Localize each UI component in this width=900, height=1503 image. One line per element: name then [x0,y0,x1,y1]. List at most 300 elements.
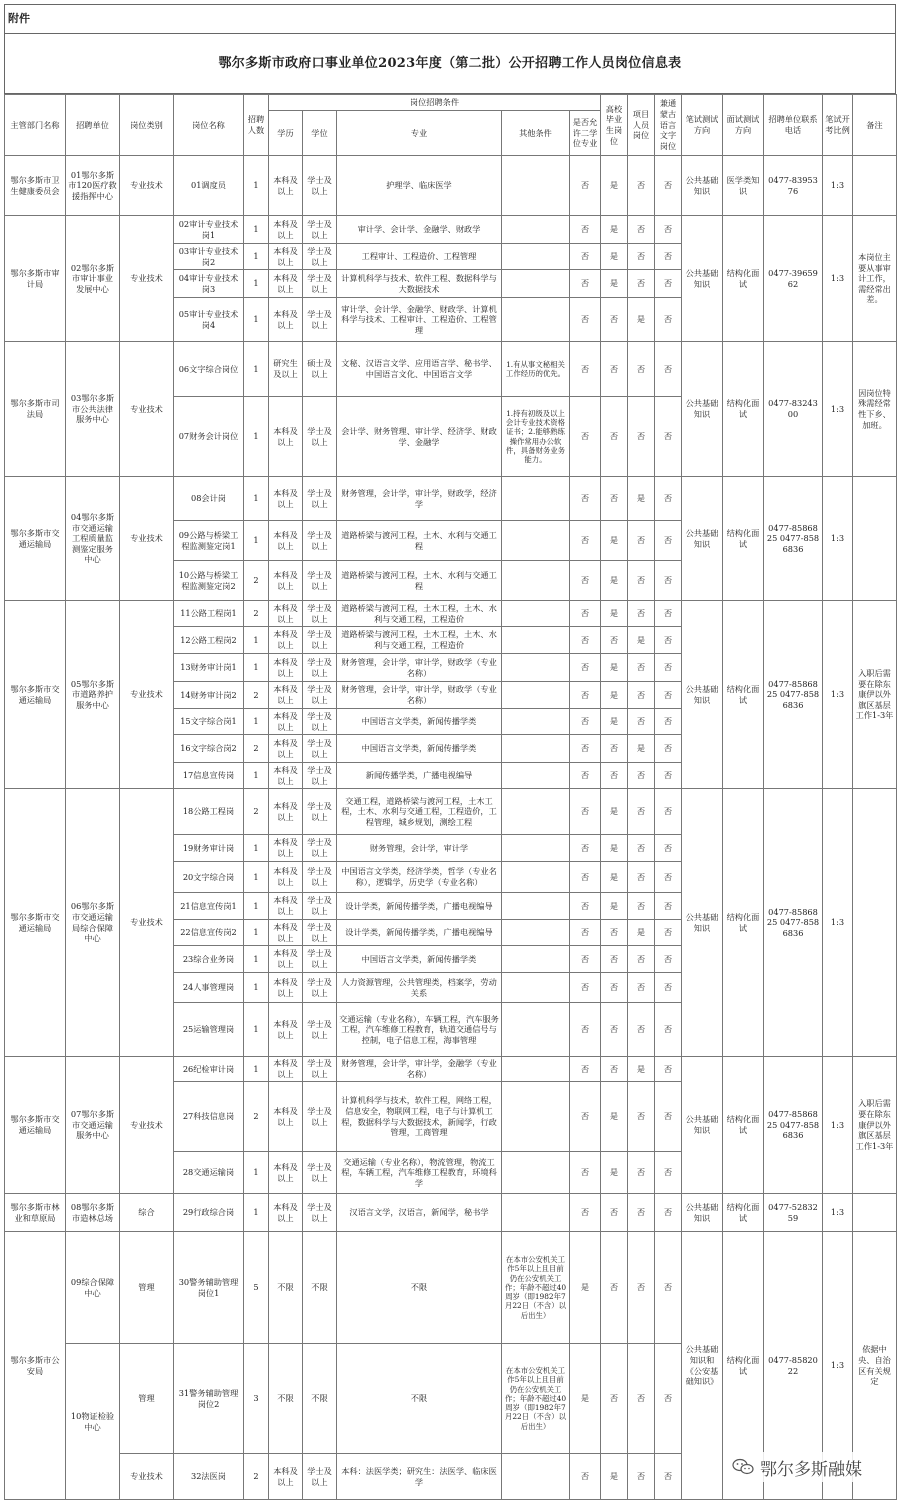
other-cell [502,893,570,920]
note-cell: 入职后需要在除东康伊以外旗区基层工作1-3年 [853,1057,897,1194]
other-cell [502,1003,570,1057]
count-cell: 1 [244,627,269,654]
dept-cell: 鄂尔多斯市交通运输局 [5,601,66,789]
degree-cell: 学士及以上 [303,709,337,735]
second-degree-cell: 否 [570,156,601,216]
post-cell: 32法医岗 [174,1454,244,1500]
post-cell: 18公路工程岗 [174,789,244,835]
phone-cell: 0477-8586825 0477-8586836 [764,601,823,789]
second-degree-cell: 否 [570,946,601,973]
edu-cell: 本科及以上 [269,835,303,862]
phone-cell: 0477-8324300 [764,342,823,477]
mongolian-cell: 否 [655,156,682,216]
edu-cell: 本科及以上 [269,920,303,946]
graduate-cell: 否 [601,973,628,1003]
second-degree-cell: 否 [570,342,601,397]
mongolian-cell: 否 [655,244,682,270]
post-cell: 10公路与桥梁工程监测鉴定岗2 [174,561,244,601]
degree-cell: 学士及以上 [303,1194,337,1232]
category-cell: 专业技术 [120,477,174,601]
header-degree: 学位 [303,111,337,156]
count-cell: 1 [244,1057,269,1082]
mongolian-cell: 否 [655,521,682,561]
other-cell [502,156,570,216]
watermark-text: 鄂尔多斯融媒 [760,1459,862,1480]
unit-cell: 02鄂尔多斯市审计事业发展中心 [66,216,120,342]
graduate-cell: 否 [601,477,628,521]
other-cell [502,1082,570,1152]
graduate-cell: 是 [601,1454,628,1500]
other-cell: 1.持有初级及以上会计专业技术资格证书；2.能够熟练操作常用办公软件，具备财务业务能力。 [502,397,570,477]
major-cell: 计算机科学与技术、软件工程、数据科学与大数据技术 [337,270,502,298]
degree-cell: 学士及以上 [303,789,337,835]
phone-cell: 0477-3965962 [764,216,823,342]
second-degree-cell: 否 [570,920,601,946]
degree-cell: 不限 [303,1344,337,1454]
ratio-cell: 1:3 [823,342,853,477]
dept-cell: 鄂尔多斯市交通运输局 [5,1057,66,1194]
mongolian-cell: 否 [655,1454,682,1500]
watermark [728,1452,866,1482]
project-cell: 否 [628,342,655,397]
second-degree-cell: 否 [570,270,601,298]
major-cell: 汉语言文学，汉语言，新闻学，秘书学 [337,1194,502,1232]
edu-cell: 本科及以上 [269,763,303,789]
unit-cell: 07鄂尔多斯市交通运输服务中心 [66,1057,120,1194]
mongolian-cell: 否 [655,477,682,521]
mongolian-cell: 否 [655,709,682,735]
degree-cell: 学士及以上 [303,397,337,477]
mongolian-cell: 否 [655,835,682,862]
other-cell: 在本市公安机关工作5年以上且目前仍在公安机关工作；年龄不超过40周岁（即1982年7月22日（不含）以后出生） [502,1344,570,1454]
project-cell: 否 [628,521,655,561]
edu-cell: 本科及以上 [269,654,303,682]
edu-cell: 本科及以上 [269,973,303,1003]
other-cell [502,920,570,946]
graduate-cell: 否 [601,946,628,973]
project-cell: 否 [628,862,655,893]
other-cell [502,1152,570,1194]
major-cell: 交通运输（专业名称），车辆工程，汽车服务工程，汽车维修工程教育，轨道交通信号与控制，电子信息工程，海事管理 [337,1003,502,1057]
edu-cell: 本科及以上 [269,216,303,244]
project-cell: 否 [628,1003,655,1057]
other-cell [502,601,570,627]
project-cell: 否 [628,1194,655,1232]
second-degree-cell: 否 [570,627,601,654]
second-degree-cell: 否 [570,216,601,244]
graduate-cell: 是 [601,561,628,601]
second-degree-cell: 否 [570,298,601,342]
post-cell: 22信息宣传岗2 [174,920,244,946]
degree-cell: 不限 [303,1232,337,1344]
second-degree-cell: 否 [570,709,601,735]
degree-cell: 学士及以上 [303,561,337,601]
table-row [5,156,897,216]
post-cell: 21信息宣传岗1 [174,893,244,920]
header-row-1 [5,95,897,111]
second-degree-cell: 否 [570,477,601,521]
table-row [5,1232,897,1344]
header-unit: 招聘单位 [66,95,120,156]
graduate-cell: 否 [601,342,628,397]
header-grad: 高校毕业生岗位 [601,95,628,156]
graduate-cell: 是 [601,521,628,561]
unit-cell: 08鄂尔多斯市造林总场 [66,1194,120,1232]
dept-cell: 鄂尔多斯市司法局 [5,342,66,477]
degree-cell: 学士及以上 [303,654,337,682]
post-cell: 09公路与桥梁工程监测鉴定岗1 [174,521,244,561]
count-cell: 2 [244,789,269,835]
second-degree-cell: 否 [570,835,601,862]
written-test-cell: 公共基础知识 [682,156,723,216]
category-cell: 专业技术 [120,789,174,1057]
mongolian-cell: 否 [655,1344,682,1454]
count-cell: 1 [244,862,269,893]
count-cell: 1 [244,893,269,920]
major-cell: 人力资源管理，公共管理类，档案学，劳动关系 [337,973,502,1003]
graduate-cell: 是 [601,1082,628,1152]
note-cell [853,789,897,1057]
edu-cell: 本科及以上 [269,1194,303,1232]
graduate-cell: 是 [601,862,628,893]
second-degree-cell: 是 [570,1344,601,1454]
post-cell: 06文字综合岗位 [174,342,244,397]
other-cell [502,244,570,270]
degree-cell: 学士及以上 [303,920,337,946]
major-cell: 财务管理，会计学，审计学，财政学，经济学 [337,477,502,521]
edu-cell: 本科及以上 [269,1152,303,1194]
edu-cell: 本科及以上 [269,397,303,477]
attachment-label: 附件 [4,4,896,34]
category-cell: 专业技术 [120,156,174,216]
table-row [5,477,897,521]
other-cell [502,477,570,521]
category-cell: 管理 [120,1232,174,1344]
post-cell: 23综合业务岗 [174,946,244,973]
note-cell [853,156,897,216]
other-cell [502,654,570,682]
second-degree-cell: 否 [570,654,601,682]
edu-cell: 本科及以上 [269,682,303,709]
second-degree-cell: 否 [570,1003,601,1057]
written-test-cell: 公共基础知识 [682,789,723,1057]
graduate-cell: 否 [601,298,628,342]
edu-cell: 本科及以上 [269,1003,303,1057]
count-cell: 1 [244,244,269,270]
edu-cell: 本科及以上 [269,627,303,654]
degree-cell: 学士及以上 [303,1003,337,1057]
dept-cell: 鄂尔多斯市审计局 [5,216,66,342]
ratio-cell: 1:3 [823,156,853,216]
major-cell: 本科：法医学类；研究生：法医学、临床医学 [337,1454,502,1500]
mongolian-cell: 否 [655,763,682,789]
table-row [5,342,897,397]
project-cell: 否 [628,216,655,244]
written-test-cell: 公共基础知识 [682,1194,723,1232]
project-cell: 否 [628,1454,655,1500]
count-cell: 1 [244,216,269,244]
other-cell [502,1454,570,1500]
other-cell [502,862,570,893]
major-cell: 会计学、财务管理、审计学、经济学、财政学、金融学 [337,397,502,477]
post-cell: 26纪检审计岗 [174,1057,244,1082]
table-row [5,601,897,627]
category-cell: 管理 [120,1344,174,1454]
graduate-cell: 否 [601,735,628,763]
other-cell [502,763,570,789]
mongolian-cell: 否 [655,735,682,763]
project-cell: 否 [628,835,655,862]
major-cell: 中国语言文学类，新闻传播学类 [337,735,502,763]
other-cell [502,709,570,735]
post-cell: 07财务会计岗位 [174,397,244,477]
project-cell: 否 [628,601,655,627]
unit-cell: 09综合保障中心 [66,1232,120,1344]
major-cell: 财务管理，会计学，审计学，财政学（专业名称） [337,682,502,709]
post-cell: 25运输管理岗 [174,1003,244,1057]
note-cell [853,477,897,601]
mongolian-cell: 否 [655,1194,682,1232]
count-cell: 1 [244,298,269,342]
phone-cell: 0477-5283259 [764,1194,823,1232]
graduate-cell: 是 [601,893,628,920]
other-cell: 1.有从事文秘相关工作经历的优先。 [502,342,570,397]
count-cell: 3 [244,1344,269,1454]
recruitment-table [4,94,897,1500]
edu-cell: 不限 [269,1232,303,1344]
header-count: 招聘人数 [244,95,269,156]
graduate-cell: 否 [601,397,628,477]
second-degree-cell: 否 [570,862,601,893]
major-cell: 审计学、会计学、金融学、财政学 [337,216,502,244]
written-test-cell: 公共基础知识 [682,342,723,477]
mongolian-cell: 否 [655,601,682,627]
project-cell: 否 [628,709,655,735]
graduate-cell: 是 [601,1152,628,1194]
interview-cell: 结构化面试 [723,1232,764,1500]
degree-cell: 学士及以上 [303,627,337,654]
graduate-cell: 是 [601,244,628,270]
other-cell [502,1057,570,1082]
table-row [5,789,897,835]
degree-cell: 学士及以上 [303,521,337,561]
post-cell: 13财务审计岗1 [174,654,244,682]
mongolian-cell: 否 [655,270,682,298]
graduate-cell: 是 [601,709,628,735]
count-cell: 1 [244,920,269,946]
major-cell: 不限 [337,1344,502,1454]
edu-cell: 本科及以上 [269,862,303,893]
graduate-cell: 否 [601,627,628,654]
other-cell [502,835,570,862]
project-cell: 否 [628,397,655,477]
post-cell: 20文字综合岗 [174,862,244,893]
note-cell: 入职后需要在除东康伊以外旗区基层工作1-3年 [853,601,897,789]
count-cell: 2 [244,601,269,627]
count-cell: 1 [244,946,269,973]
header-other: 其他条件 [502,111,570,156]
category-cell: 专业技术 [120,342,174,477]
unit-cell: 06鄂尔多斯市交通运输局综合保障中心 [66,789,120,1057]
degree-cell: 学士及以上 [303,601,337,627]
header-ratio: 笔试开考比例 [823,95,853,156]
graduate-cell: 否 [601,1194,628,1232]
post-cell: 03审计专业技术岗2 [174,244,244,270]
post-cell: 31警务辅助管理岗位2 [174,1344,244,1454]
graduate-cell: 否 [601,1003,628,1057]
note-cell: 依据中央、自治区有关规定 [853,1232,897,1500]
edu-cell: 本科及以上 [269,709,303,735]
major-cell: 文秘、汉语言文学、应用语言学、秘书学、中国语言文化、中国语言文学 [337,342,502,397]
edu-cell: 本科及以上 [269,1057,303,1082]
post-cell: 16文字综合岗2 [174,735,244,763]
count-cell: 1 [244,342,269,397]
count-cell: 2 [244,735,269,763]
written-test-cell: 公共基础知识 [682,601,723,789]
second-degree-cell: 否 [570,397,601,477]
graduate-cell: 是 [601,654,628,682]
note-cell: 因岗位特殊需经常性下乡、加班。 [853,342,897,477]
major-cell: 工程审计、工程造价、工程管理 [337,244,502,270]
post-cell: 11公路工程岗1 [174,601,244,627]
major-cell: 财务管理，会计学，审计学，财政学（专业名称） [337,654,502,682]
category-cell: 专业技术 [120,1454,174,1500]
degree-cell: 学士及以上 [303,862,337,893]
second-degree-cell: 否 [570,735,601,763]
edu-cell: 本科及以上 [269,561,303,601]
second-degree-cell: 否 [570,561,601,601]
second-degree-cell: 否 [570,1194,601,1232]
degree-cell: 学士及以上 [303,946,337,973]
header-note: 备注 [853,95,897,156]
edu-cell: 本科及以上 [269,946,303,973]
degree-cell: 学士及以上 [303,1152,337,1194]
mongolian-cell: 否 [655,1082,682,1152]
major-cell: 交通工程，道路桥梁与渡河工程，土木工程，土木、水利与交通工程，工程造价，工程管理，城乡规划，测绘工程 [337,789,502,835]
major-cell: 新闻传播学类，广播电视编导 [337,763,502,789]
other-cell [502,789,570,835]
count-cell: 1 [244,397,269,477]
project-cell: 否 [628,893,655,920]
mongolian-cell: 否 [655,397,682,477]
degree-cell: 硕士及以上 [303,342,337,397]
table-row [5,1057,897,1082]
project-cell: 是 [628,1057,655,1082]
degree-cell: 学士及以上 [303,973,337,1003]
phone-cell: 0477-8586825 0477-8586836 [764,789,823,1057]
degree-cell: 学士及以上 [303,763,337,789]
project-cell: 否 [628,156,655,216]
graduate-cell: 否 [601,920,628,946]
count-cell: 1 [244,1152,269,1194]
other-cell [502,298,570,342]
header-written: 笔试测试方向 [682,95,723,156]
project-cell: 否 [628,682,655,709]
major-cell: 计算机科学与技术，软件工程，网络工程，信息安全，物联网工程，电子与计算机工程，数据科学与大数据技术，新闻学，行政管理，工商管理 [337,1082,502,1152]
count-cell: 1 [244,709,269,735]
other-cell [502,561,570,601]
mongolian-cell: 否 [655,1057,682,1082]
degree-cell: 学士及以上 [303,1082,337,1152]
mongolian-cell: 否 [655,789,682,835]
mongolian-cell: 否 [655,561,682,601]
post-cell: 17信息宣传岗 [174,763,244,789]
project-cell: 否 [628,1152,655,1194]
count-cell: 5 [244,1232,269,1344]
project-cell: 否 [628,270,655,298]
unit-cell: 05鄂尔多斯市道路养护服务中心 [66,601,120,789]
written-test-cell: 公共基础知识 [682,1057,723,1194]
post-cell: 28交通运输岗 [174,1152,244,1194]
interview-cell: 结构化面试 [723,789,764,1057]
degree-cell: 学士及以上 [303,893,337,920]
degree-cell: 学士及以上 [303,270,337,298]
project-cell: 是 [628,627,655,654]
second-degree-cell: 是 [570,1232,601,1344]
interview-cell: 结构化面试 [723,216,764,342]
second-degree-cell: 否 [570,244,601,270]
graduate-cell: 是 [601,216,628,244]
ratio-cell: 1:3 [823,789,853,1057]
post-cell: 27科技信息岗 [174,1082,244,1152]
project-cell: 否 [628,1344,655,1454]
header-category: 岗位类别 [120,95,174,156]
other-cell [502,682,570,709]
graduate-cell: 否 [601,763,628,789]
major-cell: 中国语言文学类，新闻传播学类 [337,946,502,973]
count-cell: 1 [244,270,269,298]
interview-cell: 结构化面试 [723,1057,764,1194]
second-degree-cell: 否 [570,973,601,1003]
major-cell: 设计学类，新闻传播学类，广播电视编导 [337,893,502,920]
second-degree-cell: 否 [570,763,601,789]
second-degree-cell: 否 [570,1454,601,1500]
mongolian-cell: 否 [655,627,682,654]
table-row [5,1194,897,1232]
project-cell: 否 [628,946,655,973]
other-cell [502,521,570,561]
post-cell: 12公路工程岗2 [174,627,244,654]
count-cell: 1 [244,835,269,862]
other-cell [502,1194,570,1232]
edu-cell: 本科及以上 [269,1454,303,1500]
interview-cell: 医学类知识 [723,156,764,216]
other-cell [502,270,570,298]
interview-cell: 结构化面试 [723,342,764,477]
major-cell: 道路桥梁与渡河工程，土木工程，土木、水利与交通工程，工程造价 [337,627,502,654]
category-cell: 综合 [120,1194,174,1232]
mongolian-cell: 否 [655,682,682,709]
degree-cell: 学士及以上 [303,1057,337,1082]
other-cell [502,216,570,244]
header-dept: 主管部门名称 [5,95,66,156]
phone-cell: 0477-8586825 0477-8586836 [764,1057,823,1194]
major-cell: 道路桥梁与渡河工程，土木、水利与交通工程 [337,521,502,561]
edu-cell: 本科及以上 [269,789,303,835]
count-cell: 1 [244,763,269,789]
project-cell: 否 [628,789,655,835]
graduate-cell: 是 [601,270,628,298]
graduate-cell: 是 [601,789,628,835]
unit-cell: 03鄂尔多斯市公共法律服务中心 [66,342,120,477]
edu-cell: 本科及以上 [269,156,303,216]
edu-cell: 研究生及以上 [269,342,303,397]
mongolian-cell: 否 [655,654,682,682]
post-cell: 04审计专业技术岗3 [174,270,244,298]
phone-cell: 0477-8582022 [764,1232,823,1500]
major-cell: 设计学类，新闻传播学类，广播电视编导 [337,920,502,946]
count-cell: 1 [244,1003,269,1057]
